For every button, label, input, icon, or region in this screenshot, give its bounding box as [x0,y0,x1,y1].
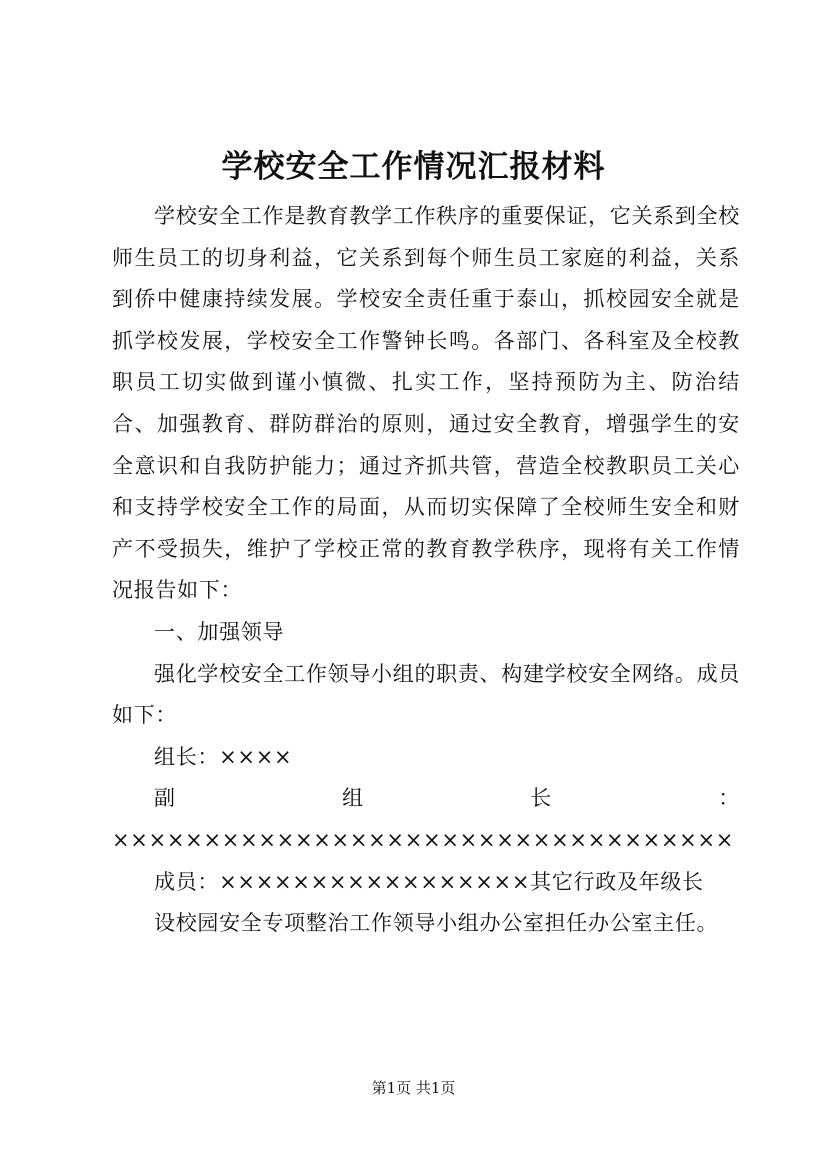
section-heading: 一、加强领导 [154,619,285,644]
document-body [112,196,740,945]
vice-leader-label: 副 组 长 ： [154,786,740,811]
intro-paragraph: 学校安全工作是教育教学工作秩序的重要保证，它关系到全校师生员工的切身利益，它关系到每个师生员工家庭的利益，关系到侨中健康持续发展。学校安全责任重于泰山，抓校园安全就是抓学校发展，学校安全工作警钟长鸣。各部门、各科室及全校教职员工切实做到谨小慎微、扎实工作，坚持预防为主、防治结合、加强教育、群防群治的原则，通过安全教育，增强学生的安全意识和自我防护能力；通过齐抓共管，营造全校教职员工关心和支持学校安全工作的局面，从而切实保障了全校师生安全和财产不受损失，维护了学校正常的教育教学秩序，现将有关工作情况报告如下： [112,204,740,603]
leader-line: 组长：×××× [154,744,293,769]
network-paragraph: 强化学校安全工作领导小组的职责、构建学校安全网络。成员如下： [112,661,740,728]
vice-leader-value: ×××××××××××××××××××××××××××××××××× [112,827,735,852]
office-line: 设校园安全专项整治工作领导小组办公室担任办公室主任。 [154,911,719,936]
document-title: 学校安全工作情况汇报材料 [221,149,606,185]
members-line: 成员：×××××××××××××××××其它行政及年级长 [154,869,704,894]
page-footer: 第1页 共1页 [371,1079,456,1097]
